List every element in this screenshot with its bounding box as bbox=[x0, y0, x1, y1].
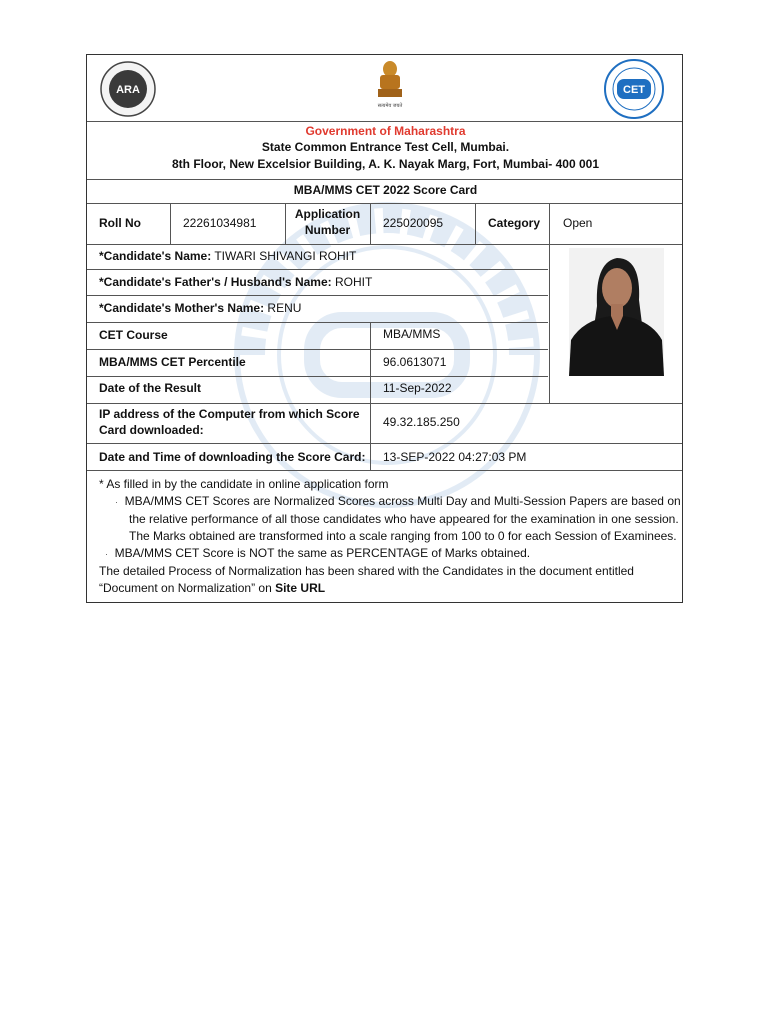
divider bbox=[87, 376, 548, 377]
organization-address: 8th Floor, New Excelsior Building, A. K. Nayak Marg, Fort, Mumbai- 400 001 bbox=[172, 157, 599, 171]
result-date-value: 11-Sep-2022 bbox=[383, 381, 452, 395]
category-value: Open bbox=[563, 216, 593, 230]
candidate-name-row bbox=[99, 248, 356, 264]
divider bbox=[87, 203, 682, 204]
divider bbox=[87, 269, 548, 270]
divider bbox=[87, 443, 682, 444]
emblem-caption: सत्यमेव जयते bbox=[377, 103, 403, 109]
father-name-label: *Candidate's Father's / Husband's Name: bbox=[99, 275, 332, 289]
divider bbox=[170, 203, 171, 244]
percentile-label: MBA/MMS CET Percentile bbox=[99, 355, 246, 369]
card-title: MBA/MMS CET 2022 Score Card bbox=[293, 183, 478, 197]
cet-logo-text: CET bbox=[623, 84, 645, 96]
mother-name-row bbox=[99, 300, 301, 316]
note-normalized-cont-2: The Marks obtained are transformed into a scale ranging from 100 to 0 for each Session of Examinees. bbox=[129, 529, 677, 543]
father-name-value: ROHIT bbox=[334, 275, 373, 289]
divider bbox=[549, 203, 550, 244]
organization-name: State Common Entrance Test Cell, Mumbai. bbox=[261, 140, 510, 154]
site-url-link[interactable]: Site URL bbox=[275, 581, 326, 595]
category-label: Category bbox=[488, 216, 541, 230]
note-as-filled: * As filled in by the candidate in online application form bbox=[99, 477, 389, 491]
candidate-name-label: *Candidate's Name: bbox=[99, 249, 212, 263]
ip-address-label-line1: IP address of the Computer from which Score bbox=[99, 407, 360, 421]
cet-logo-icon bbox=[604, 59, 664, 119]
note-document-text: “Document on Normalization” on bbox=[99, 581, 276, 595]
application-number-label-line1: Application bbox=[294, 207, 361, 221]
ara-logo-icon bbox=[100, 61, 156, 117]
roll-no-label: Roll No bbox=[99, 216, 141, 230]
note-normalized-cont-1: the relative performance of all those candidates who have appeared for the examination in one session. bbox=[129, 512, 679, 526]
ip-address-label-line2: Card downloaded: bbox=[99, 423, 204, 437]
application-number-value: 225020095 bbox=[383, 216, 444, 230]
notes-section bbox=[99, 476, 679, 597]
divider bbox=[475, 203, 476, 244]
application-number-label-line2: Number bbox=[304, 223, 351, 237]
note-normalized-text: MBA/MMS CET Scores are Normalized Scores across Multi Day and Multi-Session Papers are based on bbox=[124, 494, 681, 508]
divider bbox=[87, 179, 682, 180]
divider bbox=[87, 295, 548, 296]
divider bbox=[549, 244, 550, 403]
note-bullet-normalized: · MBA/MMS CET Scores are Normalized Scores across Multi Day and Multi-Session Papers are based on bbox=[115, 494, 681, 508]
divider bbox=[87, 322, 548, 323]
candidate-name-value: TIWARI SHIVANGI ROHIT bbox=[214, 249, 357, 263]
national-emblem-icon bbox=[373, 59, 407, 111]
father-name-row bbox=[99, 274, 372, 290]
ara-logo-text: ARA bbox=[116, 84, 140, 96]
score-card bbox=[86, 54, 683, 603]
divider bbox=[370, 203, 371, 244]
candidate-photo bbox=[569, 248, 664, 376]
divider bbox=[370, 322, 371, 470]
divider bbox=[87, 349, 548, 350]
mother-name-label: *Candidate's Mother's Name: bbox=[99, 301, 265, 315]
note-process: The detailed Process of Normalization has been shared with the Candidates in the document entitled bbox=[99, 564, 634, 578]
note-document-line bbox=[99, 580, 679, 597]
result-date-label: Date of the Result bbox=[99, 381, 202, 395]
divider bbox=[87, 121, 682, 122]
divider bbox=[87, 403, 682, 404]
roll-no-value: 22261034981 bbox=[183, 216, 257, 230]
note-bullet-not-percentage: · MBA/MMS CET Score is NOT the same as PERCENTAGE of Marks obtained. bbox=[105, 546, 531, 560]
download-time-label: Date and Time of downloading the Score Card: bbox=[99, 450, 366, 464]
note-not-percentage-text: MBA/MMS CET Score is NOT the same as PERCENTAGE of Marks obtained. bbox=[114, 546, 531, 560]
ip-address-value: 49.32.185.250 bbox=[383, 415, 460, 429]
mother-name-value: RENU bbox=[267, 301, 302, 315]
cet-course-label: CET Course bbox=[99, 328, 168, 342]
cet-course-value: MBA/MMS bbox=[383, 327, 441, 341]
divider bbox=[87, 244, 682, 245]
government-title: Government of Maharashtra bbox=[305, 124, 466, 138]
divider bbox=[87, 470, 682, 471]
download-time-value: 13-SEP-2022 04:27:03 PM bbox=[383, 450, 527, 464]
percentile-value: 96.0613071 bbox=[383, 355, 447, 369]
